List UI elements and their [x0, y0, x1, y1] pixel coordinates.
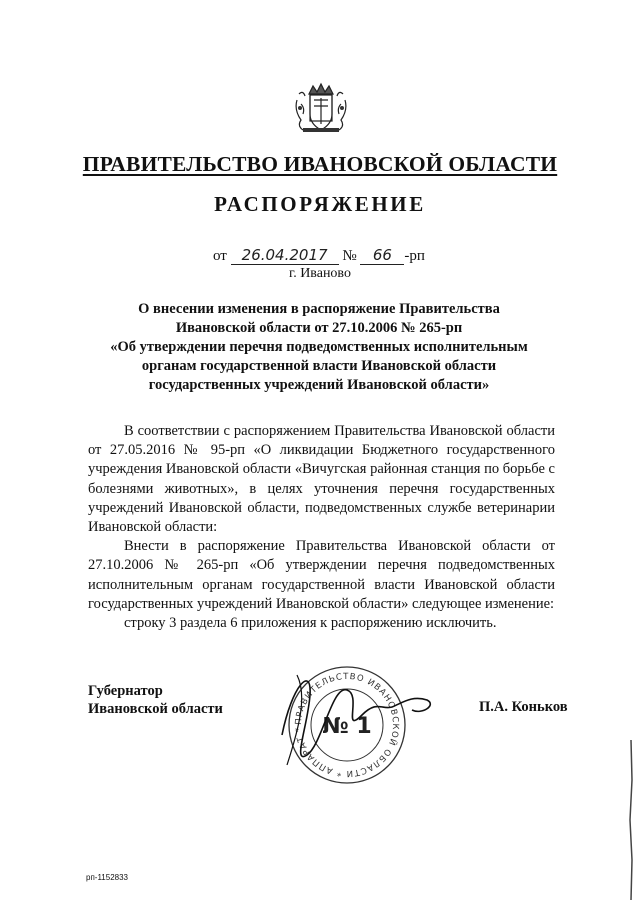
city: г. Иваново — [289, 266, 351, 281]
coat-of-arms-icon — [291, 80, 351, 136]
date-number-line — [213, 247, 425, 265]
subject-line: Ивановской области от 27.10.2006 № 265-рп — [175, 320, 463, 336]
date-prefix: от — [213, 248, 227, 264]
seal-number: № 1 — [322, 714, 372, 739]
position-line: Ивановской области — [88, 701, 223, 717]
official-seal — [252, 655, 442, 795]
handwritten-number: 66 — [360, 247, 404, 265]
document-type-title: РАСПОРЯЖЕНИЕ — [214, 192, 426, 216]
signatory-position — [88, 682, 223, 718]
subject-line: государственных учреждений Ивановской области» — [148, 377, 490, 393]
document-subject — [96, 300, 542, 395]
document-body — [88, 422, 555, 633]
seal-ring-text: ПРАВИТЕЛЬСТВО ИВАНОВСКОЙ ОБЛАСТИ * АППАРАТ * — [293, 671, 401, 779]
handwritten-date: 26.04.2017 — [231, 247, 339, 265]
number-suffix: -рп — [404, 248, 425, 264]
document-id: рп-1152833 — [86, 873, 128, 882]
number-sign: № — [342, 248, 357, 264]
subject-line: «Об утверждении перечня подведомственных исполнительным — [110, 339, 528, 355]
government-title: ПРАВИТЕЛЬСТВО ИВАНОВСКОЙ ОБЛАСТИ — [82, 152, 558, 176]
signatory-name: П.А. Коньков — [479, 699, 568, 715]
body-paragraph: Внести в распоряжение Правительства Ивановской области от 27.10.2006 № 265-рп «Об утверждении перечня подведомственных исполнительным органам государственной власти Ивановской области государственных учреждений Ивановской области» следующее изменение: — [88, 538, 555, 612]
scan-edge-mark — [628, 740, 636, 900]
body-paragraph: строку 3 раздела 6 приложения к распоряжению исключить. — [124, 615, 497, 632]
position-line: Губернатор — [88, 683, 163, 699]
body-paragraph: В соответствии с распоряжением Правительства Ивановской области от 27.05.2016 № 95-рп «О ликвидации Бюджетного государственного учреждения Ивановской области «Вичугская районная станция по борьбе с болезнями животных», в целях уточнения перечня государственных учреждений Ивановской области, подведомственных службе ветеринарии Ивановской области: — [88, 423, 555, 536]
subject-line: органам государственной власти Ивановской области — [141, 358, 497, 374]
subject-line: О внесении изменения в распоряжение Правительства — [138, 301, 500, 317]
